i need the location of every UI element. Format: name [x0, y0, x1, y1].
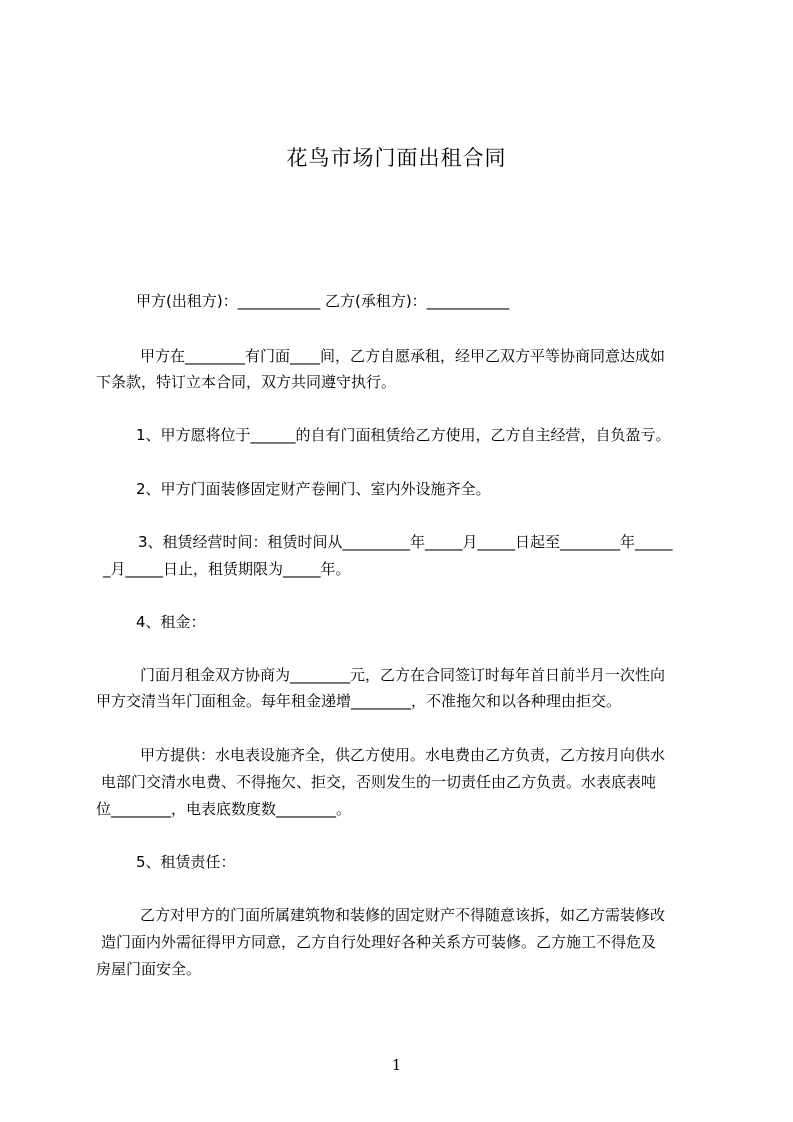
intro-line-1: 甲方在________有门面____间，乙方自愿承租，经甲乙双方平等协商同意达成如 [140, 347, 666, 365]
document-title: 花鸟市场门面出租合同 [286, 146, 507, 170]
rent-line-1: 门面月租金双方协商为________元，乙方在合同签订时每年首日前半月一次性向 [140, 666, 666, 684]
utilities-line-2: 电部门交清水电费、不得拖欠、拒交，否则发生的一切责任由乙方负责。水表底表吨 [101, 773, 657, 791]
responsibility-line-3: 房屋门面安全。 [96, 960, 202, 978]
clause-4-heading: 4、租金： [136, 613, 206, 631]
responsibility-line-1: 乙方对甲方的门面所属建筑物和装修的固定财产不得随意该拆，如乙方需装修改 [140, 906, 666, 924]
utilities-line-1: 甲方提供：水电表设施齐全，供乙方使用。水电费由乙方负责，乙方按月向供水 [140, 746, 666, 764]
rent-line-2: 甲方交清当年门面租金。每年租金递增________，不准拖欠和以各种理由拒交。 [96, 692, 622, 710]
intro-line-2: 下条款，特订立本合同，双方共同遵守执行。 [96, 373, 397, 391]
responsibility-line-2: 造门面内外需征得甲方同意，乙方自行处理好各种关系方可装修。乙方施工不得危及 [101, 933, 657, 951]
utilities-line-3: 位________，电表底数度数________。 [96, 800, 352, 818]
clause-3-line-2: _月_____日止，租赁期限为_____年。 [103, 560, 351, 578]
page-number: 1 [391, 1056, 402, 1074]
parties-line: 甲方(出租方)：___________ 乙方(承租方)：___________ [136, 292, 510, 310]
clause-1: 1、甲方愿将位于______的自有门面租赁给乙方使用，乙方自主经营，自负盈亏。 [136, 426, 671, 444]
clause-2: 2、甲方门面装修固定财产卷闸门、室内外设施齐全。 [136, 480, 491, 498]
clause-3-line-1: 3、租赁经营时间：租赁时间从_________年_____月_____日起至________年_____ [138, 533, 673, 551]
clause-5-heading: 5、租赁责任： [136, 853, 236, 871]
